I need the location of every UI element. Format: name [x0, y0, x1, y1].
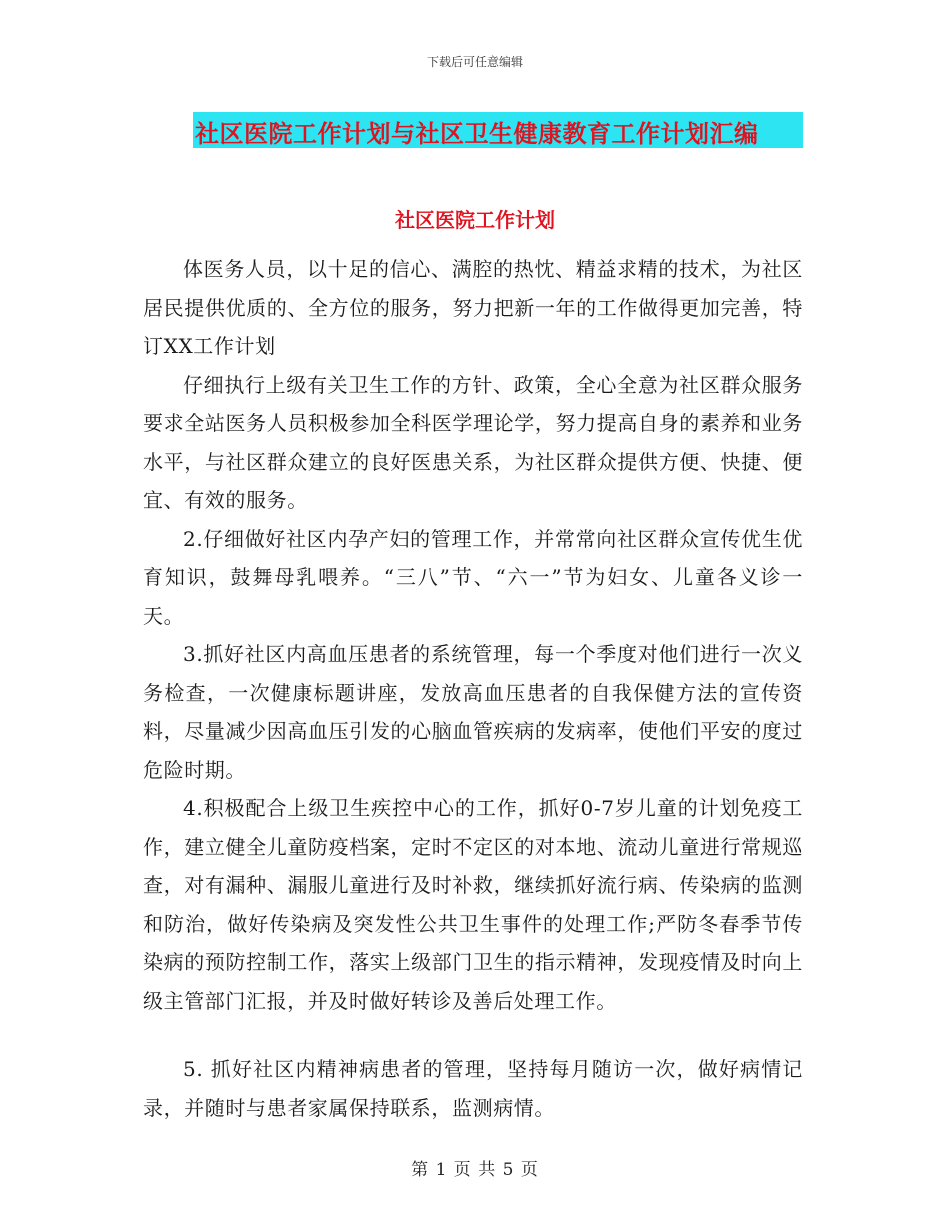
paragraph-1: 仔细执行上级有关卫生工作的方针、政策，全心全意为社区群众服务要求全站医务人员积极参加全科医学理论学，努力提高自身的素养和业务水平，与社区群众建立的良好医患关系，为社区群众提供方便、快捷、便宜、有效的服务。 — [143, 372, 803, 512]
document-body — [143, 250, 803, 1127]
document-title: 社区医院工作计划与社区卫生健康教育工作计划汇编 — [195, 120, 759, 148]
paragraph-3: 3.抓好社区内高血压患者的系统管理，每一个季度对他们进行一次义务检查，一次健康标题讲座，发放高血压患者的自我保健方法的宣传资料，尽量减少因高血压引发的心脑血管疾病的发病率，使他们平安的度过危险时期。 — [143, 642, 803, 782]
paragraph-5: 5. 抓好社区内精神病患者的管理，坚持每月随访一次，做好病情记录，并随时与患者家属保持联系，监测病情。 — [143, 1057, 803, 1120]
header-note: 下载后可任意编辑 — [426, 55, 523, 69]
page-number: 第 1 页 共 5 页 — [411, 1160, 539, 1180]
section-title: 社区医院工作计划 — [395, 208, 555, 232]
paragraph-2: 2.仔细做好社区内孕产妇的管理工作，并常常向社区群众宣传优生优育知识，鼓舞母乳喂养。“三八”节、“六一”节为妇女、儿童各义诊一天。 — [143, 526, 803, 628]
paragraph-4: 4.积极配合上级卫生疾控中心的工作，抓好0-7岁儿童的计划免疫工作，建立健全儿童防疫档案，定时不定区的对本地、流动儿童进行常规巡查，对有漏种、漏服儿童进行及时补救，继续抓好流行病、传染病的监测和防治，做好传染病及突发性公共卫生事件的处理工作;严防冬春季节传染病的预防控制工作，落实上级部门卫生的指示精神，发现疫情及时向上级主管部门汇报，并及时做好转诊及善后处理工作。 — [143, 796, 803, 1013]
paragraph-intro: 体医务人员，以十足的信心、满腔的热忱、精益求精的技术，为社区居民提供优质的、全方位的服务，努力把新一年的工作做得更加完善，特订XX工作计划 — [143, 257, 803, 358]
